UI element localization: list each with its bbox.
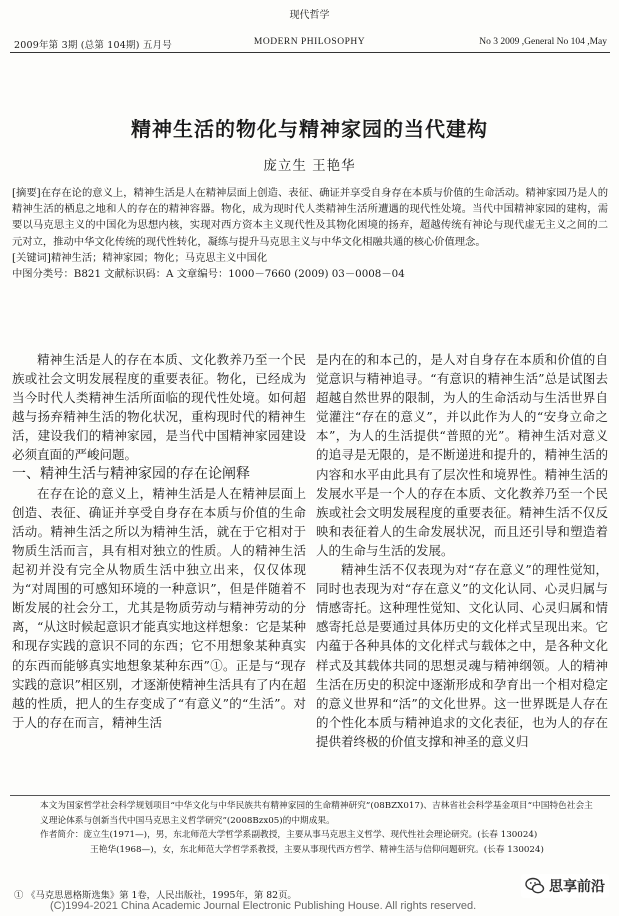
abstract-label: [摘要] <box>12 187 41 199</box>
author-note-2: 王艳华(1968—)，女，东北师范大学哲学系教授，主要从事现代西方哲学、精神生活与信仰问题研究。(长春 130024) <box>90 844 544 855</box>
section-heading: 一、精神生活与精神家园的存在论阐释 <box>12 465 250 482</box>
fund-note: 本文为国家哲学社会科学规划项目“中华文化与中华民族共有精神家园的生命精神研究”(08BZX017)、吉林省社会科学基金项目“中国特色社会主义理论体系与创新当代中国马克思主义哲学研究”(2008Bzx05)的中期成果。 <box>40 801 593 826</box>
keywords-line <box>12 250 608 266</box>
journal-name-en: MODERN PHILOSOPHY <box>253 37 366 47</box>
abstract-block <box>12 185 608 282</box>
body-paragraph: 在存在论的意义上，精神生活是人在精神层面上创造、表征、确证并享受自身存在本质与价值的生命活动。精神生活之所以为精神生活，就在于它相对于物质生活而言，具有相对独立的性质。人的精神生活起初并没有完全从物质生活中独立出来，仅仅体现为“对周围的可感知环境的一种意识”，但是伴随着不断发展的社会分工，尤其是物质劳动与精神劳动的分离，“从这时候起意识才能真实地这样想象：它是某种和现存实践的意识不同的东西；它不用想象某种真实的东西而能够真实地想象某种东西”①。正是与“现存实践的意识”相区别，才逐渐使精神生活具有了内在超越的性质，把人的生存变成了“有意义”的“生活”。对于人的存在而言，精神生活 <box>12 485 306 730</box>
article-title: 精神生活的物化与精神家园的当代建构 <box>131 117 488 141</box>
footnotes-block <box>40 799 600 857</box>
body-paragraph: 精神生活不仅表现为对“存在意义”的理性觉知，同时也表现为对“存在意义”的文化认同、心灵归属与情感寄托。这种理性觉知、文化认同、心灵归属和情感寄托总是要通过具体历史的文化样式呈现出来。它内蕴于各种具体的文化样式与载体之中，是各种文化样式及其载体共同的思想灵魂与精神纲领。人的精神生活在历史的积淀中逐渐形成和孕育出一个相对稳定的意义世界和“活”的文化世界。这一世界既是人存在的个性化本质与精神追求的文化表征，也为人的存在提供着终极的价值支撑和神圣的意义归 <box>316 562 608 749</box>
article-authors: 庞立生 王艳华 <box>263 158 356 174</box>
header-rule <box>10 52 610 53</box>
footnote-rule <box>10 795 610 796</box>
body-paragraph-continued: 是内在的和本己的，是人对自身存在本质和价值的自觉意识与精神追寻。“有意识的精神生活”总是试图去超越自然世界的限制，为人的生命活动与生活世界自觉灌注“存在的意义”，并以此作为人的“安身立命之本”，为人的生活提供“普照的光”。精神生活对意义的追寻是无限的，是不断递进和提升的，精神生活的内容和水平由此具有了层次性和境界性。精神生活的发展水平是一个人的存在本质、文化教养乃至一个民族或社会文明发展程度的重要表征。精神生活不仅反映和表征着人的生命发展状况，而且还引导和塑造着人的生命与生活的发展。 <box>316 352 608 558</box>
journal-name-cn: 现代哲学 <box>289 10 330 21</box>
issue-info-cn: 2009年第 3期 (总第 104期) 五月号 <box>14 40 172 51</box>
body-column-right <box>316 350 608 751</box>
body-column-left <box>12 350 306 732</box>
keywords-label: [关键词] <box>12 251 51 264</box>
abstract-text: 在存在论的意义上，精神生活是人在精神层面上创造、表征、确证并享受自身存在本质与价值的生命活动。精神家园乃是人的精神生活的栖息之地和人的存在的精神容器。物化，成为现时代人类精神生活所遭遇的现代性处境。当代中国精神家园的建构，需要以马克思主义的中国化为思想内核，实现对西方资本主义现代性及其物化困境的扬弃，超越传统有神论与现代虚无主义之间的二元对立，推动中华文化传统的现代性转化，凝练与提升马克思主义与中华文化相融共通的核心价值理念。 <box>12 187 608 248</box>
author-note-1: 作者简介：庞立生(1971—)，男，东北师范大学哲学系副教授，主要从事马克思主义哲学、现代性社会理论研究。(长春 130024) <box>40 830 538 841</box>
classification-line: 中图分类号：B821 文献标识码：A 文章编号：1000－7660 (2009) 03－0008－04 <box>12 268 405 281</box>
watermark <box>521 874 609 898</box>
intro-paragraph: 精神生活是人的存在本质、文化教养乃至一个民族或社会文明发展程度的重要表征。物化，已经成为当今时代人类精神生活所面临的现代性处境。如何超越与扬弃精神生活的物化状况，重构现时代的精神生活，建设我们的精神家园，是当代中国精神家园建设必须直面的严峻问题。 <box>12 352 306 463</box>
wechat-icon <box>525 876 545 896</box>
copyright-line: (C)1994-2021 China Academic Journal Electronic Publishing House. All rights reserved. <box>50 900 477 912</box>
reference-footnote: ① 《马克思恩格斯选集》第 1卷，人民出版社，1995年，第 82页。 <box>14 890 297 901</box>
issue-info-en: No 3 2009 ,General No 104 ,May <box>479 37 607 47</box>
watermark-text: 思享前沿 <box>549 879 605 895</box>
keywords-text: 精神生活；精神家园；物化；马克思主义中国化 <box>50 251 268 264</box>
abstract-paragraph <box>12 185 608 250</box>
